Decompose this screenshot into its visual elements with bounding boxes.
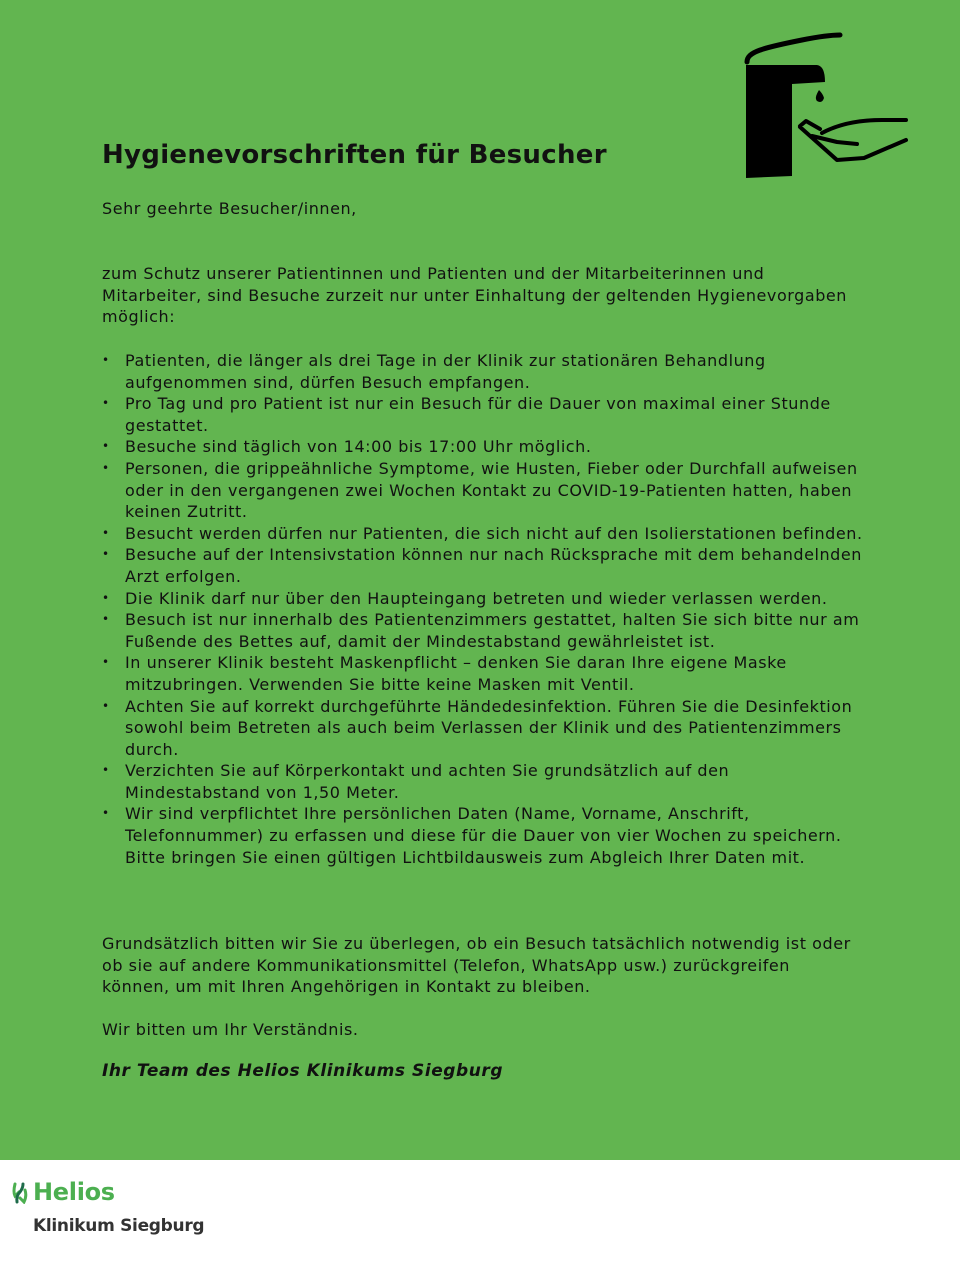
greeting: Sehr geehrte Besucher/innen, — [102, 199, 357, 218]
list-item — [102, 696, 863, 761]
text-line: Wir sind verpflichtet Ihre persönlichen Daten (Name, Vorname, Anschrift, — [125, 804, 750, 824]
text-line: oder in den vergangenen zwei Wochen Kontakt zu COVID-19-Patienten hatten, haben — [125, 480, 853, 500]
list-item — [102, 350, 863, 393]
bullet-icon: • — [102, 525, 110, 540]
list-item — [102, 393, 863, 436]
text-line: sowohl beim Betreten als auch beim Verlassen der Klinik und des Patientenzimmers — [125, 718, 842, 738]
intro-paragraph — [102, 263, 847, 328]
text-line: keinen Zutritt. — [125, 502, 248, 522]
text-line: Die Klinik darf nur über den Haupteingang betreten und wieder verlassen werden. — [125, 588, 828, 608]
bullet-icon: • — [102, 698, 110, 713]
bullet-icon: • — [102, 353, 110, 367]
text-line: gestattet. — [125, 415, 209, 435]
text-line: Besuche sind täglich von 14:00 bis 17:00 Uhr möglich. — [125, 437, 592, 457]
text-line: Telefonnummer) zu erfassen und diese für die Dauer von vier Wochen zu speichern. — [125, 826, 842, 846]
bullet-icon: • — [102, 655, 110, 670]
bullet-icon: • — [102, 460, 110, 475]
text-line: zum Schutz unserer Patientinnen und Patienten und der Mitarbeiterinnen und — [102, 264, 765, 283]
text-line: Grundsätzlich bitten wir Sie zu überlegen, ob ein Besuch tatsächlich notwendig ist oder — [102, 934, 851, 953]
text-line: können, um mit Ihren Angehörigen in Kontakt zu bleiben. — [102, 977, 591, 997]
list-item — [102, 760, 863, 803]
bullet-icon: • — [102, 396, 110, 411]
text-line: Fußende des Bettes auf, damit der Mindestabstand gewährleistet ist. — [125, 631, 716, 651]
list-item — [102, 523, 863, 545]
list-item — [102, 544, 863, 587]
list-item — [102, 588, 863, 610]
text-line: Mitarbeiter, sind Besuche zurzeit nur unter Einhaltung der geltenden Hygienevorgaben — [102, 285, 847, 305]
thanks-line: Wir bitten um Ihr Verständnis. — [102, 1020, 359, 1039]
closing-paragraph — [102, 933, 851, 998]
list-item — [102, 458, 863, 523]
text-line: durch. — [125, 739, 179, 759]
list-item — [102, 609, 863, 652]
text-line: möglich: — [102, 307, 176, 327]
text-line: mitzubringen. Verwenden Sie bitte keine Masken mit Ventil. — [125, 674, 635, 694]
helios-mark-icon — [12, 1182, 28, 1204]
list-item — [102, 803, 863, 868]
rules-list — [102, 350, 863, 868]
text-line: ob sie auf andere Kommunikationsmittel (Telefon, WhatsApp usw.) zurückgreifen — [102, 955, 790, 975]
logo-name: Helios — [33, 1178, 115, 1206]
text-line: Verzichten Sie auf Körperkontakt und achten Sie grundsätzlich auf den — [125, 761, 730, 781]
hand-washing-icon — [742, 32, 908, 182]
text-line: Arzt erfolgen. — [125, 566, 242, 586]
text-line: Bitte bringen Sie einen gültigen Lichtbildausweis zum Abgleich Ihrer Daten mit. — [125, 847, 806, 867]
list-item — [102, 436, 863, 458]
bullet-icon: • — [102, 806, 110, 821]
bullet-icon: • — [102, 763, 110, 778]
text-line: Besuch ist nur innerhalb des Patientenzimmers gestattet, halten Sie sich bitte nur am — [125, 610, 860, 630]
text-line: In unserer Klinik besteht Maskenpflicht – denken Sie daran Ihre eigene Maske — [125, 653, 787, 673]
text-line: Pro Tag und pro Patient ist nur ein Besuch für die Dauer von maximal einer Stunde — [125, 394, 831, 414]
page-title: Hygienevorschriften für Besucher — [102, 140, 607, 170]
text-line: Besucht werden dürfen nur Patienten, die sich nicht auf den Isolierstationen befinden. — [125, 523, 863, 543]
text-line: Mindestabstand von 1,50 Meter. — [125, 782, 400, 802]
list-item — [102, 652, 863, 695]
bullet-icon: • — [102, 547, 110, 562]
bullet-icon: • — [102, 439, 110, 454]
bullet-icon: • — [102, 612, 110, 627]
bullet-icon: • — [102, 590, 110, 605]
text-line: Patienten, die länger als drei Tage in der Klinik zur stationären Behandlung — [125, 351, 766, 370]
logo-subtitle: Klinikum Siegburg — [33, 1216, 205, 1236]
text-line: Personen, die grippeähnliche Symptome, wie Husten, Fieber oder Durchfall aufweisen — [125, 458, 858, 478]
text-line: Achten Sie auf korrekt durchgeführte Händedesinfektion. Führen Sie die Desinfektion — [125, 696, 853, 716]
signature: Ihr Team des Helios Klinikums Siegburg — [102, 1061, 504, 1081]
text-line: aufgenommen sind, dürfen Besuch empfangen. — [125, 372, 531, 392]
text-line: Besuche auf der Intensivstation können nur nach Rücksprache mit dem behandelnden — [125, 545, 862, 565]
